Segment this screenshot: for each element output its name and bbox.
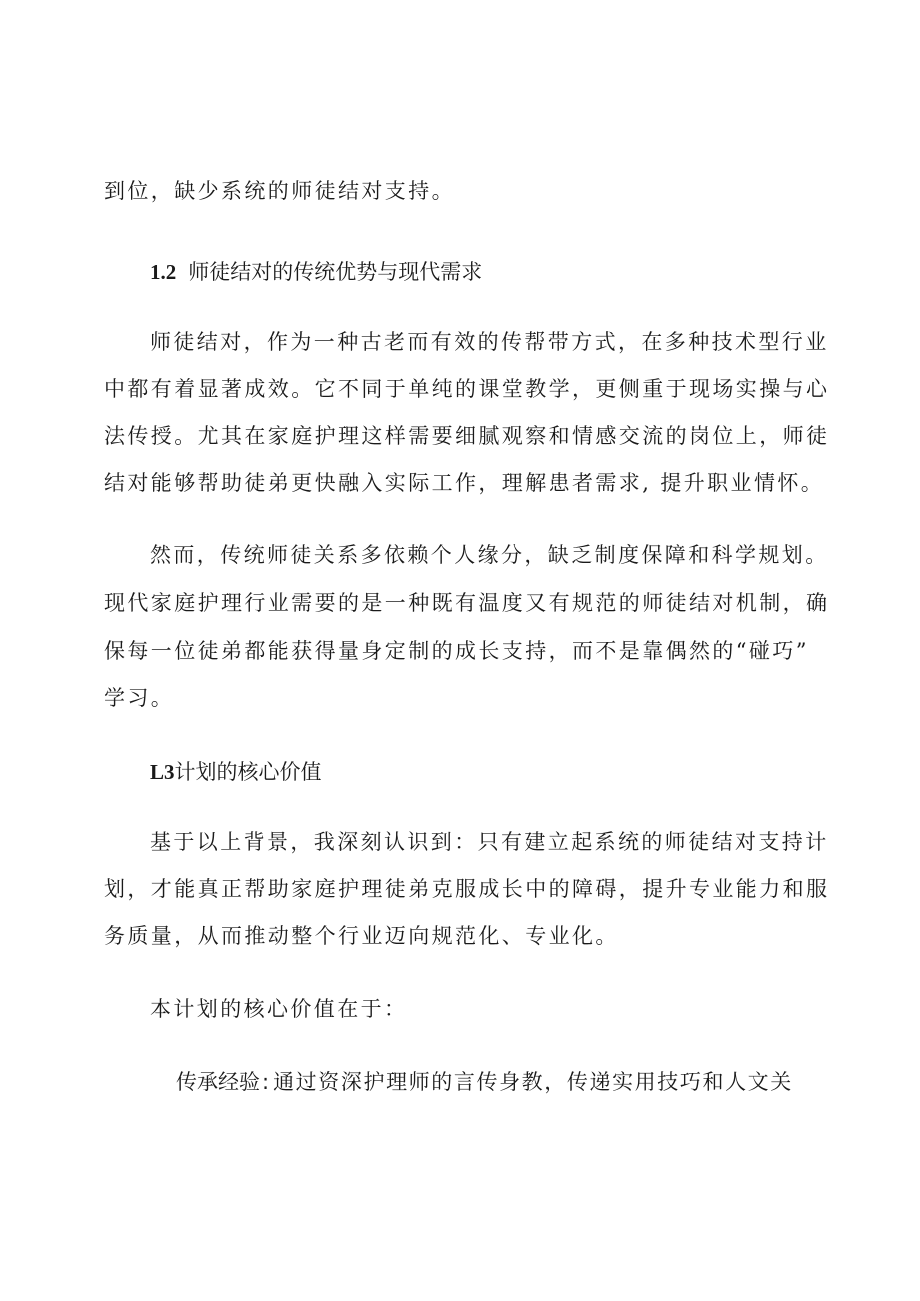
intro-text: 本计划的核心价值在于：	[150, 997, 408, 1021]
paragraph-line: 务质量，从而推动整个行业迈向规范化、专业化。	[104, 924, 619, 948]
value-item-text: 通过资深护理师的言传身教，传递实用技巧和人文关	[273, 1070, 793, 1094]
paragraph-line: 学习。	[104, 686, 175, 710]
paragraph-line: 法传授。尤其在家庭护理这样需要细腻观察和情感交流的岗位上，师徒	[104, 424, 830, 448]
paragraph-line: 现代家庭护理行业需要的是一种既有温度又有规范的师徒结对机制，确	[104, 591, 830, 615]
section-number: 1.2	[150, 260, 177, 284]
paragraph-line: 基于以上背景，我深刻认识到：只有建立起系统的师徒结对支持计	[150, 830, 829, 854]
paragraph-line: 保每一位徒弟都能获得量身定制的成长支持，而不是靠偶然的“碰巧”	[104, 639, 809, 663]
value-item-term: 传承经验	[176, 1070, 260, 1094]
section-title: 师徒结对的传统优势与现代需求	[188, 260, 483, 284]
section-heading-1-3	[150, 757, 322, 787]
value-item-separator: :	[262, 1070, 270, 1094]
paragraph-line: 然而，传统师徒关系多依赖个人缘分，缺乏制度保障和科学规划。	[150, 543, 829, 567]
section-title: 计划的核心价值	[174, 760, 322, 784]
continuation-text: 到位，缺少系统的师徒结对支持。	[104, 179, 455, 203]
paragraph-line: 划，才能真正帮助家庭护理徒弟克服成长中的障碍，提升专业能力和服	[104, 877, 830, 901]
paragraph-line: 中都有着显著成效。它不同于单纯的课堂教学，更侧重于现场实操与心	[104, 377, 830, 401]
value-item	[176, 1067, 793, 1097]
section-heading-1-2	[150, 257, 482, 287]
section-number: L3	[150, 760, 175, 784]
paragraph-line: 师徒结对，作为一种古老而有效的传帮带方式，在多种技术型行业	[150, 330, 829, 354]
paragraph-line: 结对能够帮助徒弟更快融入实际工作，理解患者需求, 提升职业情怀。	[104, 471, 825, 495]
